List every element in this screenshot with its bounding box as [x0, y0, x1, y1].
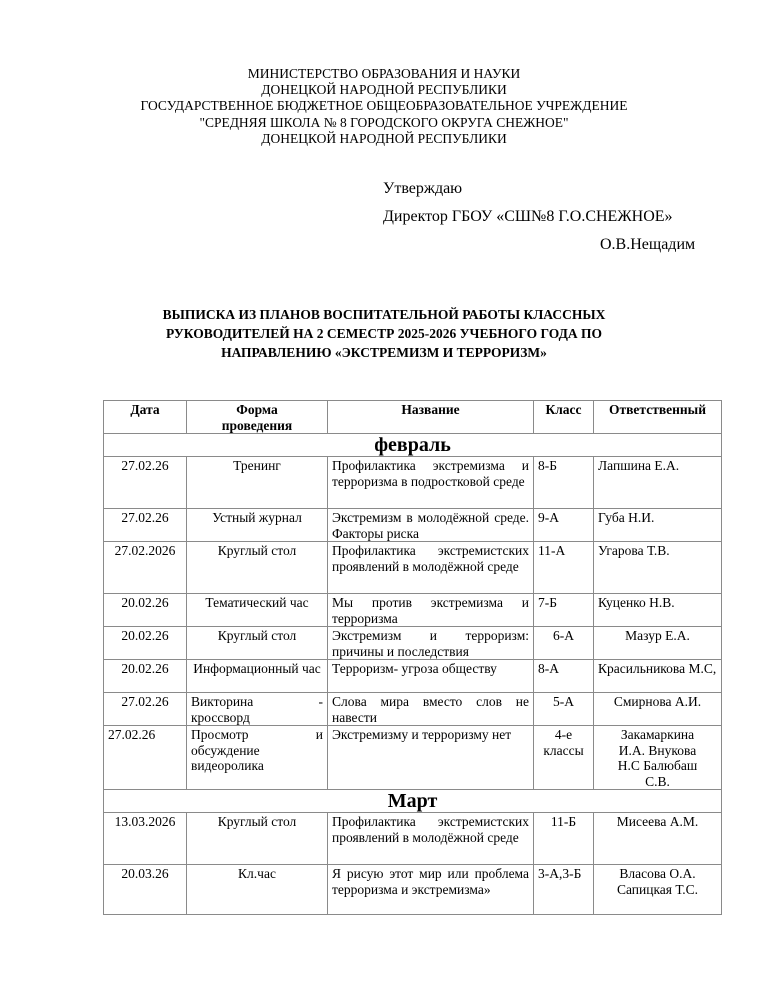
table-row: [104, 865, 722, 915]
cell-form: Викторина - кроссворд: [187, 693, 328, 726]
month-label: февраль: [104, 434, 722, 457]
cell-name: Экстремизм и терроризм: причины и последствия: [328, 627, 534, 660]
cell-name: Мы против экстремизма и терроризма: [328, 594, 534, 627]
header-line: "СРЕДНЯЯ ШКОЛА № 8 ГОРОДСКОГО ОКРУГА СНЕЖНОЕ": [199, 114, 569, 130]
header-line: МИНИСТЕРСТВО ОБРАЗОВАНИЯ И НАУКИ: [247, 66, 521, 81]
cell-form: Информационный час: [187, 660, 328, 693]
header-line: ДОНЕЦКОЙ НАРОДНОЙ РЕСПУБЛИКИ: [261, 82, 507, 98]
cell-responsible: Власова О.А. Сапицкая Т.С.: [594, 865, 722, 915]
title-line: РУКОВОДИТЕЛЕЙ НА 2 СЕМЕСТР 2025-2026 УЧЕБНОГО ГОДА ПО: [165, 326, 603, 341]
ministry-header: [0, 66, 768, 147]
column-header-form: Форма проведения: [187, 401, 328, 434]
cell-class: 11-А: [534, 542, 594, 594]
cell-date: 13.03.2026: [104, 813, 187, 865]
cell-date: 27.02.26: [104, 726, 187, 790]
cell-responsible: Куценко Н.В.: [594, 594, 722, 627]
cell-name: Я рисую этот мир или проблема терроризма и экстремизма»: [328, 865, 534, 915]
column-header-class: Класс: [534, 401, 594, 434]
title-line: НАПРАВЛЕНИЮ «ЭКСТРЕМИЗМ И ТЕРРОРИЗМ»: [221, 345, 547, 360]
header-line: ДОНЕЦКОЙ НАРОДНОЙ РЕСПУБЛИКИ: [261, 130, 507, 146]
cell-responsible: Мазур Е.А.: [594, 627, 722, 660]
cell-date: 27.02.26: [104, 693, 187, 726]
cell-form: Тренинг: [187, 457, 328, 509]
table-row: [104, 594, 722, 627]
cell-name: Терроризм- угроза обществу: [328, 660, 534, 693]
cell-date: 20.02.26: [104, 594, 187, 627]
table-row: [104, 660, 722, 693]
month-row-february: [104, 434, 722, 457]
cell-name: Профилактика экстремистских проявлений в молодёжной среде: [328, 542, 534, 594]
document-title: [0, 305, 768, 362]
cell-name: Экстремизму и терроризму нет: [328, 726, 534, 790]
cell-date: 27.02.26: [104, 457, 187, 509]
column-header-date: Дата: [104, 401, 187, 434]
table-row: [104, 457, 722, 509]
cell-responsible: Красильникова М.С,: [594, 660, 722, 693]
cell-class: 7-Б: [534, 594, 594, 627]
cell-form: Круглый стол: [187, 627, 328, 660]
cell-form: Кл.час: [187, 865, 328, 915]
cell-class: 4-е классы: [534, 726, 594, 790]
cell-responsible: Закамаркина И.А. Внукова Н.С Балюбаш С.В.: [594, 726, 722, 790]
cell-responsible: Мисеева А.М.: [594, 813, 722, 865]
cell-date: 27.02.2026: [104, 542, 187, 594]
cell-responsible: Угарова Т.В.: [594, 542, 722, 594]
table-row: [104, 627, 722, 660]
approval-label: Утверждаю: [383, 180, 463, 197]
table-row: [104, 813, 722, 865]
table-row: [104, 726, 722, 790]
month-label: Март: [104, 790, 722, 813]
cell-date: 20.03.26: [104, 865, 187, 915]
table-header-row: [104, 401, 722, 434]
cell-form: Круглый стол: [187, 813, 328, 865]
cell-date: 27.02.26: [104, 509, 187, 542]
cell-date: 20.02.26: [104, 627, 187, 660]
cell-name: Экстремизм в молодёжной среде. Факторы риска: [328, 509, 534, 542]
cell-class: 8-Б: [534, 457, 594, 509]
title-line: ВЫПИСКА ИЗ ПЛАНОВ ВОСПИТАТЕЛЬНОЙ РАБОТЫ КЛАССНЫХ: [162, 307, 606, 322]
cell-name: Слова мира вместо слов не навести: [328, 693, 534, 726]
month-row-march: [104, 790, 722, 813]
cell-date: 20.02.26: [104, 660, 187, 693]
cell-responsible: Лапшина Е.А.: [594, 457, 722, 509]
cell-class: 11-Б: [534, 813, 594, 865]
cell-name: Профилактика экстремизма и терроризма в подростковой среде: [328, 457, 534, 509]
column-header-name: Название: [328, 401, 534, 434]
approval-signatory: О.В.Нещадим: [600, 236, 696, 253]
plan-table: [103, 400, 722, 915]
column-header-responsible: Ответственный: [594, 401, 722, 434]
cell-class: 5-А: [534, 693, 594, 726]
cell-form: Просмотр и обсуждение видеоролика: [187, 726, 328, 790]
table-row: [104, 693, 722, 726]
cell-class: 6-А: [534, 627, 594, 660]
cell-class: 8-А: [534, 660, 594, 693]
approval-position: Директор ГБОУ «СШ№8 Г.О.СНЕЖНОЕ»: [383, 208, 673, 225]
cell-name: Профилактика экстремистских проявлений в молодёжной среде: [328, 813, 534, 865]
cell-form: Круглый стол: [187, 542, 328, 594]
cell-form: Тематический час: [187, 594, 328, 627]
header-line: ГОСУДАРСТВЕННОЕ БЮДЖЕТНОЕ ОБЩЕОБРАЗОВАТЕЛЬНОЕ УЧРЕЖДЕНИЕ: [140, 98, 628, 114]
cell-class: 9-А: [534, 509, 594, 542]
table-row: [104, 509, 722, 542]
cell-responsible: Губа Н.И.: [594, 509, 722, 542]
cell-class: 3-А,3-Б: [534, 865, 594, 915]
table-row: [104, 542, 722, 594]
cell-responsible: Смирнова А.И.: [594, 693, 722, 726]
cell-form: Устный журнал: [187, 509, 328, 542]
